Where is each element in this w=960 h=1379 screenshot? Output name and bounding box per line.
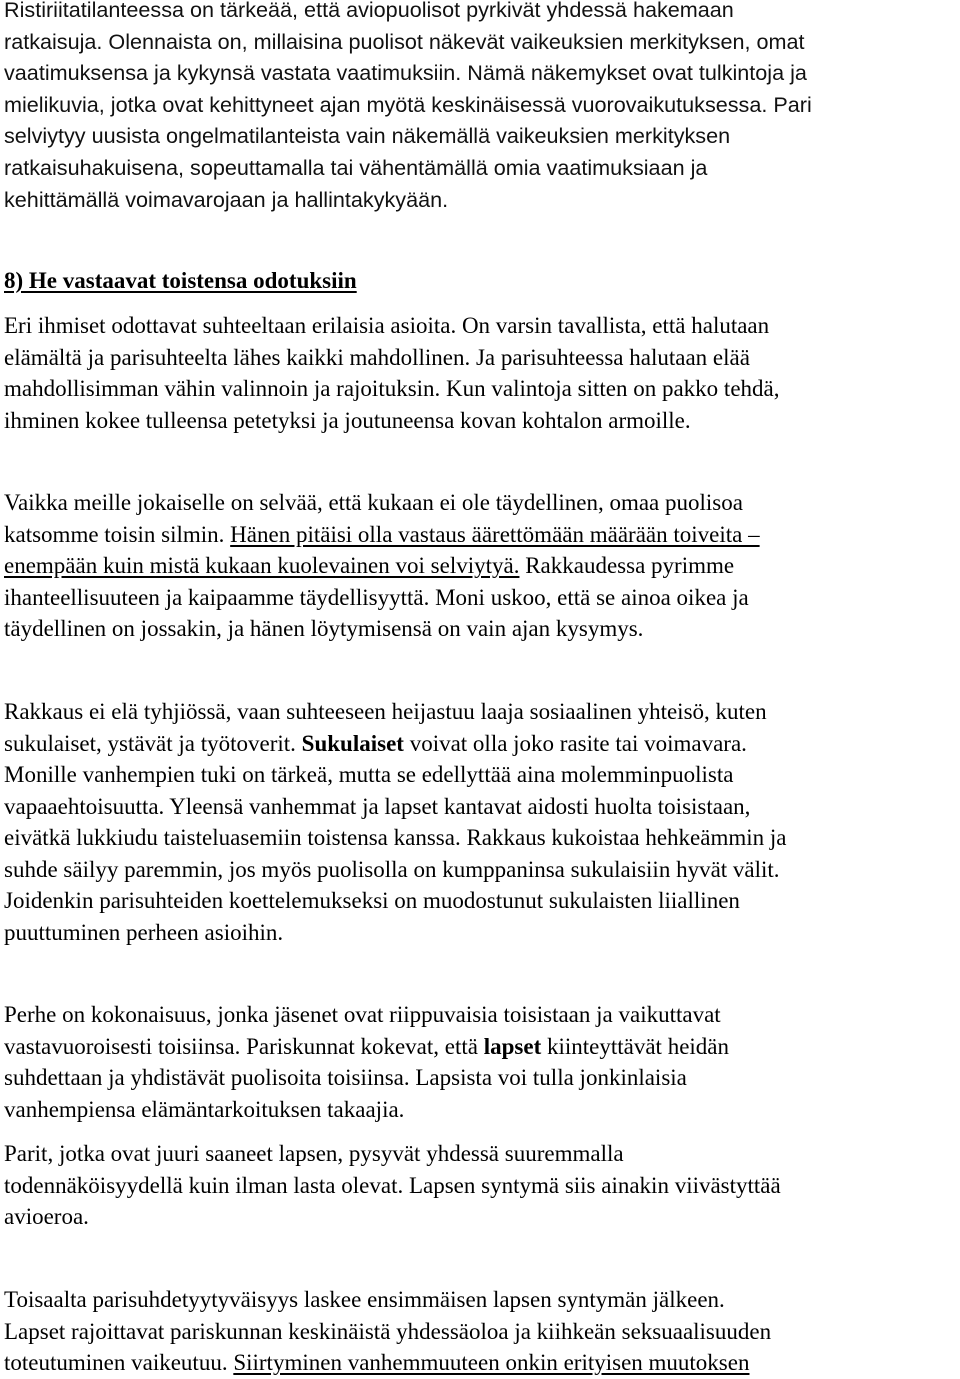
text-line	[4, 728, 786, 760]
paragraph-idealism	[4, 487, 760, 645]
text-line	[4, 1347, 771, 1379]
paragraph-conflict-resolution	[4, 0, 812, 215]
text-line: Eri ihmiset odottavat suhteeltaan erilaisia asioita. On varsin tavallista, että halutaan	[4, 313, 770, 338]
bold-keyword: lapset	[483, 1033, 542, 1059]
text-line: vaatimuksensa ja kykynsä vastata vaatimuksiin. Nämä näkemykset ovat tulkintoja ja	[4, 60, 807, 86]
paragraph-relatives	[4, 696, 786, 948]
paragraph-family	[4, 999, 729, 1125]
text-line: selviytyy uusista ongelmatilanteista vain näkemällä vaikeuksien merkityksen	[4, 123, 731, 149]
paragraph-new-parents	[4, 1138, 781, 1233]
text-line: ihminen kokee tulleensa petetyksi ja joutuneensa kovan kohtalon armoille.	[4, 407, 691, 433]
text-line: Toisaalta parisuhdetyytyväisyys laskee ensimmäisen lapsen syntymän jälkeen.	[4, 1287, 725, 1312]
text-line: eivätkä lukkiudu taisteluasemiin toistensa kanssa. Rakkaus kukoistaa hehkeämmin ja	[4, 825, 787, 850]
bold-keyword: Sukulaiset	[301, 730, 404, 756]
text-line	[4, 1031, 729, 1063]
text-line: mielikuvia, jotka ovat kehittyneet ajan myötä keskinäisessä vuorovaikutuksessa. Pari	[4, 91, 812, 117]
text-segment: Rakkaudessa pyrimme	[519, 553, 735, 578]
text-line: täydellinen on jossakin, ja hänen löytymisensä on vain ajan kysymys.	[4, 616, 644, 641]
text-segment: katsomme toisin silmin.	[4, 521, 231, 547]
text-line: mahdollisimman vähin valinnoin ja rajoituksin. Kun valintoja sitten on pakko tehdä,	[4, 376, 780, 401]
text-line: Vaikka meille jokaiselle on selvää, että kukaan ei ole täydellinen, omaa puolisoa	[4, 490, 743, 515]
underlined-text: enempään kuin mistä kukaan kuolevainen voi selviytyä.	[4, 553, 520, 578]
text-line: puuttuminen perheen asioihin.	[4, 919, 284, 945]
text-line: vanhempiensa elämäntarkoituksen takaajia.	[4, 1096, 405, 1122]
paragraph-expectations	[4, 310, 780, 436]
text-segment: sukulaiset, ystävät ja työtoverit.	[4, 730, 302, 756]
text-segment: voivat olla joko rasite tai voimavara.	[403, 730, 747, 756]
text-segment: vastavuoroisesti toisiinsa. Pariskunnat kokevat, että	[4, 1033, 484, 1059]
text-line: Parit, jotka ovat juuri saaneet lapsen, pysyvät yhdessä suuremmalla	[4, 1141, 624, 1166]
text-line: kehittämällä voimavarojaan ja hallintakykyään.	[4, 186, 449, 212]
section-heading-8: 8) He vastaavat toistensa odotuksiin	[4, 268, 357, 293]
text-line: todennäköisyydellä kuin ilman lasta olevat. Lapsen syntymä siis ainakin viivästyttää	[4, 1172, 781, 1198]
text-line: suhdettaan ja yhdistävät puolisoita toisiinsa. Lapsista voi tulla jonkinlaisia	[4, 1065, 687, 1090]
text-line: Ristiriitatilanteessa on tärkeää, että aviopuolisot pyrkivät yhdessä hakemaan	[4, 0, 734, 22]
text-line: Joidenkin parisuhteiden koettelemukseksi on muodostunut sukulaisten liiallinen	[4, 888, 740, 913]
text-line: elämältä ja parisuhteelta lähes kaikki mahdollinen. Ja parisuhteessa halutaan elää	[4, 344, 750, 370]
text-line: ratkaisuhakuisena, sopeuttamalla tai vähentämällä omia vaatimuksiaan ja	[4, 154, 708, 180]
text-segment: toteutuminen vaikeutuu.	[4, 1350, 234, 1375]
text-line: Perhe on kokonaisuus, jonka jäsenet ovat riippuvaisia toisistaan ja vaikuttavat	[4, 1002, 721, 1027]
text-line: suhde säilyy paremmin, jos myös puolisolla on kumppaninsa sukulaisiin hyvät välit.	[4, 856, 780, 882]
text-line: Rakkaus ei elä tyhjiössä, vaan suhteeseen heijastuu laaja sosiaalinen yhteisö, kuten	[4, 699, 767, 724]
text-line	[4, 519, 760, 551]
text-line: ratkaisuja. Olennaista on, millaisina puolisot näkevät vaikeuksien merkityksen, omat	[4, 28, 805, 54]
text-line: ihanteellisuuteen ja kaipaamme täydellisyyttä. Moni uskoo, että se ainoa oikea ja	[4, 584, 749, 610]
text-line: Monille vanhempien tuki on tärkeä, mutta se edellyttää aina molemminpuolista	[4, 762, 734, 787]
text-line	[4, 550, 760, 582]
text-line: avioeroa.	[4, 1204, 89, 1229]
text-segment: kiinteyttävät heidän	[541, 1033, 730, 1059]
text-line: vapaaehtoisuutta. Yleensä vanhemmat ja lapset kantavat aidosti huolta toisistaan,	[4, 793, 751, 819]
paragraph-satisfaction	[4, 1284, 771, 1379]
underlined-text: Siirtyminen vanhemmuuteen onkin erityisen muutoksen	[233, 1350, 750, 1375]
underlined-text: Hänen pitäisi olla vastaus äärettömään määrään toiveita –	[230, 521, 760, 547]
text-line: Lapset rajoittavat pariskunnan keskinäistä yhdessäoloa ja kiihkeän seksuaalisuuden	[4, 1318, 772, 1344]
